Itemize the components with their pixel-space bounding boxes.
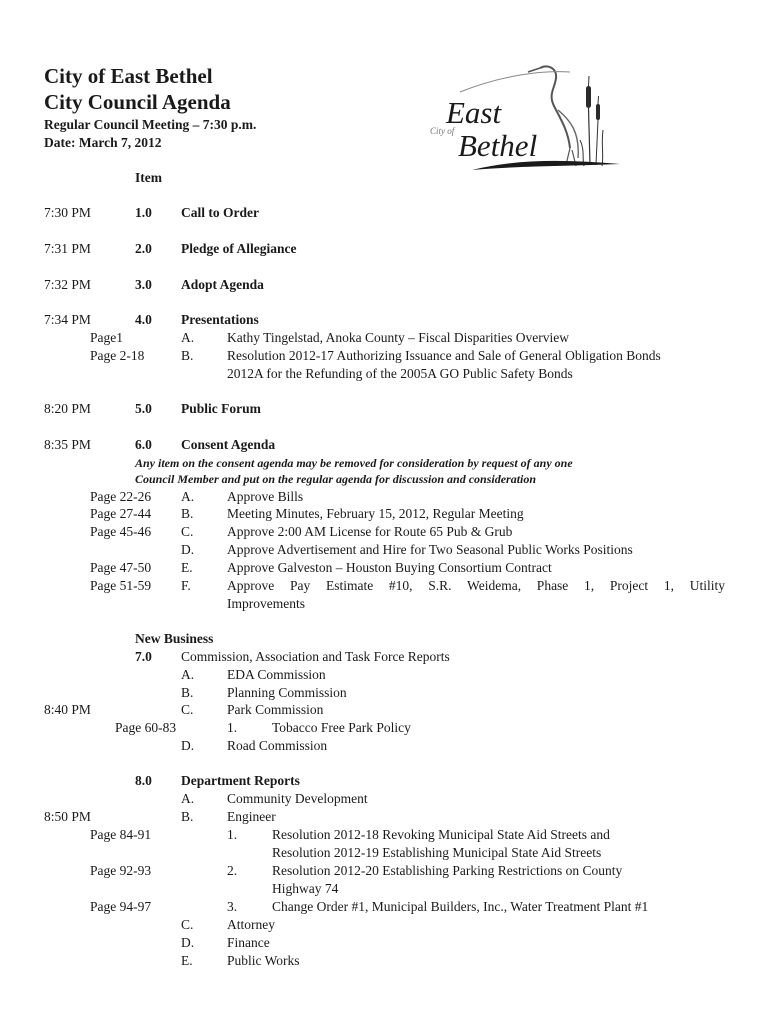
sub-sub-text: Tobacco Free Park Policy <box>272 720 411 735</box>
sub-sub-number: 3. <box>227 899 238 914</box>
sub-item-text-cont: Improvements <box>227 596 305 611</box>
sub-item-text: Planning Commission <box>227 685 347 700</box>
item-title-presentations: Presentations <box>181 312 259 327</box>
item-number: 3.0 <box>135 277 152 292</box>
sub-item-text: Approve Advertisement and Hire for Two Seasonal Public Works Positions <box>227 542 633 557</box>
item-number: 4.0 <box>135 312 152 327</box>
time-7-34: 7:34 PM <box>44 312 91 327</box>
item-number: 5.0 <box>135 401 152 416</box>
sub-item-text: Community Development <box>227 791 368 806</box>
item-title-call-to-order: Call to Order <box>181 205 259 220</box>
consent-note-cont: Council Member and put on the regular agenda for discussion and consideration <box>135 472 537 486</box>
time-7-30: 7:30 PM <box>44 205 91 220</box>
item-title-reports: Commission, Association and Task Force Reports <box>181 649 450 664</box>
sub-letter: F. <box>181 578 191 593</box>
consent-note: Any item on the consent agenda may be removed for consideration by request of any one <box>135 456 573 470</box>
sub-letter: C. <box>181 702 194 717</box>
logo-bethel-text: Bethel <box>458 128 538 163</box>
sub-item-text: Attorney <box>227 917 275 932</box>
sub-item-text: Approve Bills <box>227 489 304 504</box>
sub-sub-text: Resolution 2012-18 Revoking Municipal State Aid Streets and <box>272 827 610 842</box>
sub-sub-number: 1. <box>227 827 238 842</box>
sub-sub-text-cont: Highway 74 <box>272 881 339 896</box>
item-heading: Item <box>135 170 162 185</box>
page-ref: Page 92-93 <box>90 863 152 878</box>
sub-letter: A. <box>181 791 195 806</box>
time-7-32: 7:32 PM <box>44 277 91 292</box>
item-title-public-forum: Public Forum <box>181 401 261 416</box>
logo-east-text: East <box>446 95 502 130</box>
city-logo <box>420 60 620 178</box>
item-number: 8.0 <box>135 773 152 788</box>
sub-letter: D. <box>181 738 195 753</box>
page-ref: Page1 <box>90 330 123 345</box>
sub-item-text: Kathy Tingelstad, Anoka County – Fiscal Disparities Overview <box>227 330 569 345</box>
sub-item-text: Resolution 2012-17 Authorizing Issuance and Sale of General Obligation Bonds <box>227 348 661 363</box>
item-title-pledge: Pledge of Allegiance <box>181 241 297 256</box>
sub-sub-text: Resolution 2012-20 Establishing Parking Restrictions on County <box>272 863 623 878</box>
sub-sub-number: 1. <box>227 720 238 735</box>
sub-letter: E. <box>181 560 193 575</box>
heron-cattail-logo-icon <box>420 60 620 178</box>
logo-cityof-text: City of <box>430 126 455 136</box>
item-number: 2.0 <box>135 241 152 256</box>
sub-letter: D. <box>181 542 195 557</box>
sub-item-text: Meeting Minutes, February 15, 2012, Regular Meeting <box>227 506 524 521</box>
sub-letter: B. <box>181 506 194 521</box>
sub-letter: A. <box>181 667 195 682</box>
item-number: 7.0 <box>135 649 152 664</box>
new-business-heading: New Business <box>135 631 214 646</box>
item-number: 1.0 <box>135 205 152 220</box>
sub-sub-text-cont: Resolution 2012-19 Establishing Municipal State Aid Streets <box>272 845 602 860</box>
sub-letter: A. <box>181 489 195 504</box>
page-ref: Page 51-59 <box>90 578 152 593</box>
page-ref: Page 84-91 <box>90 827 152 842</box>
page-ref: Page 22-26 <box>90 489 152 504</box>
time-7-31: 7:31 PM <box>44 241 91 256</box>
sub-item-text: Approve 2:00 AM License for Route 65 Pub & Grub <box>227 524 513 539</box>
sub-letter: C. <box>181 917 194 932</box>
sub-item-text: Engineer <box>227 809 276 824</box>
sub-sub-text: Change Order #1, Municipal Builders, Inc., Water Treatment Plant #1 <box>272 899 649 914</box>
sub-item-text: Park Commission <box>227 702 324 717</box>
sub-letter: B. <box>181 809 194 824</box>
time-8-35: 8:35 PM <box>44 437 91 452</box>
sub-letter: C. <box>181 524 194 539</box>
item-title-department-reports: Department Reports <box>181 773 300 788</box>
sub-item-text: Finance <box>227 935 270 950</box>
meeting-line: Regular Council Meeting – 7:30 p.m. <box>44 117 257 132</box>
sub-item-text: EDA Commission <box>227 667 326 682</box>
sub-letter: B. <box>181 685 194 700</box>
sub-letter: E. <box>181 953 193 968</box>
item-title-consent-agenda: Consent Agenda <box>181 437 276 452</box>
sub-item-text: Road Commission <box>227 738 328 753</box>
sub-letter: A. <box>181 330 195 345</box>
city-title: City of East Bethel <box>44 64 213 88</box>
page-ref: Page 47-50 <box>90 560 152 575</box>
page-ref: Page 2-18 <box>90 348 145 363</box>
sub-item-text: Approve Galveston – Houston Buying Consortium Contract <box>227 560 552 575</box>
sub-letter: B. <box>181 348 194 363</box>
sub-item-text: Public Works <box>227 953 300 968</box>
time-8-40: 8:40 PM <box>44 702 91 717</box>
item-number: 6.0 <box>135 437 152 452</box>
sub-letter: D. <box>181 935 195 950</box>
page-ref: Page 45-46 <box>90 524 152 539</box>
time-8-20: 8:20 PM <box>44 401 91 416</box>
page-ref: Page 94-97 <box>90 899 152 914</box>
agenda-title: City Council Agenda <box>44 90 231 114</box>
date-line: Date: March 7, 2012 <box>44 135 162 150</box>
sub-item-text-cont: 2012A for the Refunding of the 2005A GO Public Safety Bonds <box>227 366 573 381</box>
page-ref: Page 60-83 <box>115 720 177 735</box>
sub-item-text-justified: Approve Pay Estimate #10, S.R. Weidema, Phase 1, Project 1, Utility <box>227 578 725 593</box>
page-ref: Page 27-44 <box>90 506 152 521</box>
item-title-adopt-agenda: Adopt Agenda <box>181 277 264 292</box>
sub-sub-number: 2. <box>227 863 238 878</box>
time-8-50: 8:50 PM <box>44 809 91 824</box>
